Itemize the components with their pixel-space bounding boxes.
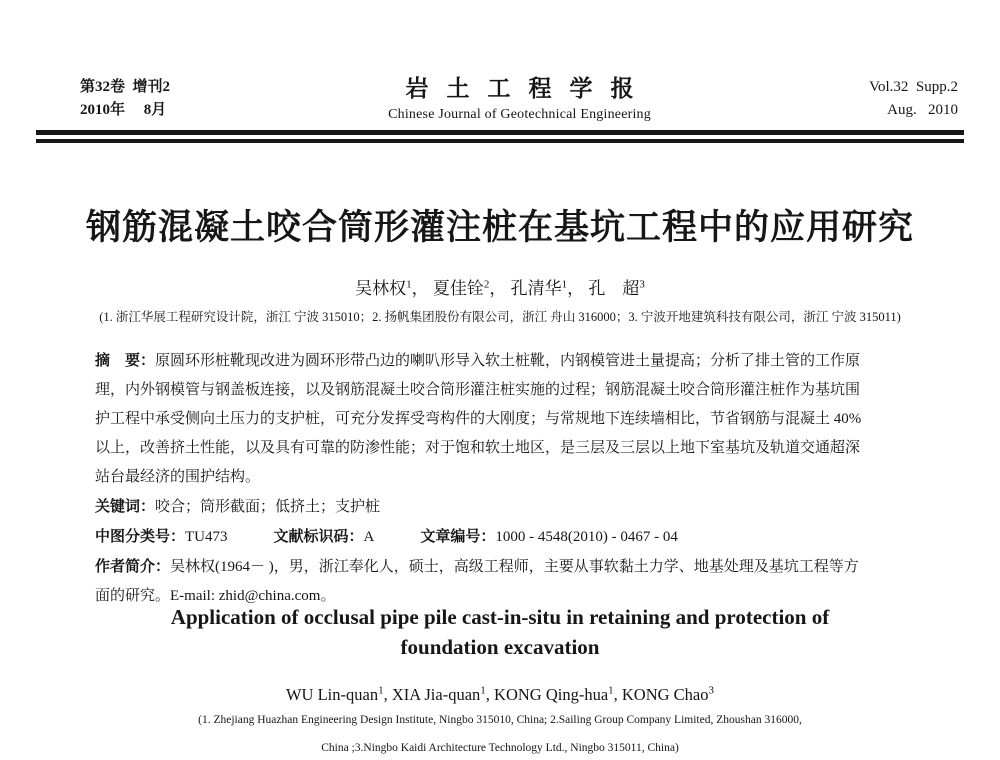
journal-issue-zh: 第32卷 增刊2 [80,79,171,95]
abstract-line: 站台最经济的围护结构。 [95,469,261,485]
author-superscript: 1 [378,684,384,696]
affiliation-zh: (1. 浙江华展工程研究设计院，浙江 宁波 315010；2. 扬帆集团股份有限公司，浙江 舟山 316000；3. 宁波开地建筑科技有限公司，浙江 宁波 315011) [99,310,901,324]
abstract-line [95,346,909,376]
author-name: 夏佳铨 [432,278,484,298]
masthead-rule-thin [36,139,964,143]
article-id-label: 文章编号： [420,528,496,545]
author-name: 孔 超 [588,278,640,298]
journal-masthead [36,76,964,143]
masthead-rule-thick [36,130,964,135]
author-separator: ， [489,278,507,298]
author-name: XIA Jia-quan [391,684,481,704]
author-name: KONG Chao [621,684,709,704]
abstract-block [95,346,909,611]
clc-label: 中图分类号： [95,528,186,545]
author-bio-text: 面的研究。E-mail: [95,588,219,604]
author-superscript: 3 [708,684,715,696]
masthead-center [170,76,869,125]
author-name: KONG Qing-hua [494,684,609,704]
keywords-text: 咬合；筒形截面；低挤土；支护桩 [155,499,381,515]
masthead-right [869,76,958,122]
author-bio-text: 吴林权(1964－ )，男，浙江奉化人，硕士，高级工程师，主要从事软黏土力学、地基处理及基坑工程等方 [170,559,859,575]
journal-volume-en: Vol.32 Supp.2 [869,79,958,95]
author-zh [433,279,507,298]
author-superscript: 1 [406,278,412,290]
authors-en [0,678,1000,707]
paper-title-en-line2: foundation excavation [400,635,600,659]
keywords-line [95,492,909,522]
author-name: 孔清华 [510,278,562,298]
authors-zh [0,272,1000,301]
abstract-text: 原圆环形桩靴现改进为圆环形带凸边的喇叭形导入软土桩靴，内钢模管进土量提高；分析了排土管的工作原 [155,353,861,369]
author-en [494,685,622,704]
abstract-line: 以上，改善挤土性能，以及具有可靠的防渗性能；对于饱和软土地区，是三层及三层以上地下室基坑及轨道交通超深 [95,440,861,456]
author-bio-line [95,552,909,582]
author-name: 吴林权 [355,278,407,298]
author-superscript: 3 [639,278,645,290]
journal-date-zh: 2010年 8月 [80,102,167,118]
author-separator: , [485,684,495,704]
author-zh [588,279,645,298]
classification-line [95,522,909,552]
clc-value: TU473 [185,529,228,545]
affiliation-en-line: (1. Zhejiang Huazhan Engineering Design Institute, Ningbo 315010, China; 2.Sailing Group Company Limited, Zhoushan 316000, [198,714,802,726]
paper-title-en [0,602,1000,662]
author-en [286,685,392,704]
author-bio-label: 作者简介： [95,558,171,575]
masthead-left [80,76,170,122]
paper-title-zh: 钢筋混凝土咬合筒形灌注桩在基坑工程中的应用研究 [85,208,914,247]
affiliation-en-line: China ;3.Ningbo Kaidi Architecture Technology Ltd., Ningbo 315011, China) [321,742,679,754]
paper-title-en-line1: Application of occlusal pipe pile cast-in-situ in retaining and protection of [170,605,830,629]
article-id-value: 1000 - 4548(2010) - 0467 - 04 [495,529,678,545]
author-superscript: 2 [483,278,490,290]
author-superscript: 1 [561,278,568,290]
author-zh [355,279,429,298]
journal-title-en: Chinese Journal of Geotechnical Engineering [388,107,651,122]
author-en [622,685,714,704]
author-separator: , [613,684,622,704]
abstract-line: 理，内外钢模管与钢盖板连接，以及钢筋混凝土咬合筒形灌注桩实施的过程；钢筋混凝土咬合筒形灌注桩作为基坑围 [95,382,861,398]
author-superscript: 1 [480,684,486,696]
author-bio-text: 。 [320,588,336,604]
journal-date-en: Aug. 2010 [887,102,958,118]
abstract-label: 摘 要： [95,352,156,369]
author-name: WU Lin-quan [285,684,379,704]
doc-code-value: A [363,529,375,545]
author-superscript: 1 [608,684,614,696]
author-email: zhid@china.com [218,588,321,604]
author-separator: ， [411,278,429,298]
abstract-line: 护工程中承受侧向土压力的支护桩，可充分发挥受弯构件的大刚度；与常规地下连续墙相比，节省钢筋与混凝土 40% [95,411,862,427]
author-separator: ， [567,278,585,298]
keywords-label: 关键词： [95,498,156,515]
author-separator: , [383,684,392,704]
journal-title-zh: 岩土工程学报 [405,76,652,101]
doc-code-label: 文献标识码： [273,528,364,545]
author-en [392,685,494,704]
author-zh [511,279,585,298]
